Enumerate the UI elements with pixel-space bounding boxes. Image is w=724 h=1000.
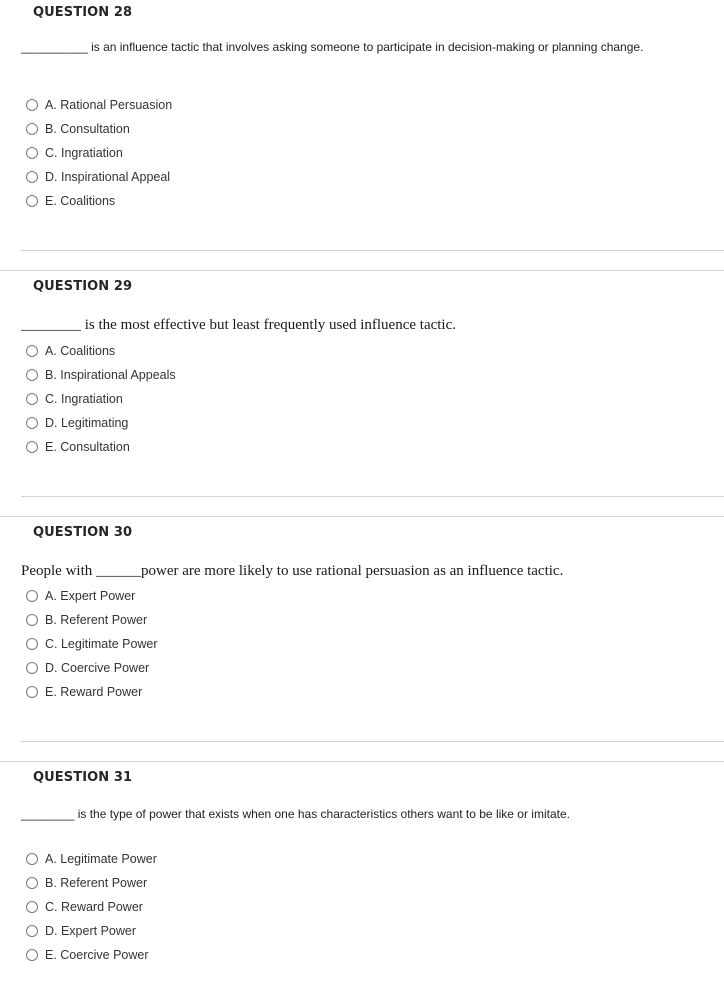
question-29-option-c[interactable]: C. Ingratiation	[26, 391, 123, 407]
question-30-option-d[interactable]: D. Coercive Power	[26, 660, 149, 676]
question-28-option-d[interactable]: D. Inspirational Appeal	[26, 169, 170, 185]
radio-button-icon[interactable]	[26, 123, 38, 135]
question-30-stem	[21, 564, 701, 579]
divider	[21, 250, 724, 251]
radio-button-icon[interactable]	[26, 686, 38, 698]
question-31-option-d[interactable]: D. Expert Power	[26, 923, 136, 939]
question-31-title: QUESTION 31	[33, 770, 133, 785]
radio-button-icon[interactable]	[26, 901, 38, 913]
question-30-stem-text: power are more likely to use rational persuasion as an influence tactic.	[141, 563, 564, 579]
question-29-option-a[interactable]: A. Coalitions	[26, 343, 115, 359]
question-30-option-a[interactable]: A. Expert Power	[26, 588, 135, 604]
divider	[0, 516, 724, 517]
question-28-option-a[interactable]: A. Rational Persuasion	[26, 97, 172, 113]
question-28-blank: __________	[21, 40, 88, 54]
radio-button-icon[interactable]	[26, 369, 38, 381]
radio-button-icon[interactable]	[26, 99, 38, 111]
question-29-option-e[interactable]: E. Consultation	[26, 439, 130, 455]
question-29-title: QUESTION 29	[33, 279, 133, 294]
question-30-option-c[interactable]: C. Legitimate Power	[26, 636, 158, 652]
divider	[0, 270, 724, 271]
question-28-option-e[interactable]: E. Coalitions	[26, 193, 115, 209]
radio-button-icon[interactable]	[26, 925, 38, 937]
question-31-stem	[21, 807, 701, 822]
radio-button-icon[interactable]	[26, 949, 38, 961]
question-30-title: QUESTION 30	[33, 525, 133, 540]
question-30-option-b[interactable]: B. Referent Power	[26, 612, 147, 628]
radio-button-icon[interactable]	[26, 853, 38, 865]
question-30-option-e[interactable]: E. Reward Power	[26, 684, 142, 700]
radio-button-icon[interactable]	[26, 417, 38, 429]
question-28-stem	[21, 40, 701, 55]
question-29-stem-text: is the most effective but least frequently used influence tactic.	[81, 317, 457, 333]
radio-button-icon[interactable]	[26, 393, 38, 405]
radio-button-icon[interactable]	[26, 614, 38, 626]
question-30-stem-pre: People with	[21, 563, 96, 579]
radio-button-icon[interactable]	[26, 590, 38, 602]
question-31-blank: ________	[21, 807, 75, 821]
question-31-option-e[interactable]: E. Coercive Power	[26, 947, 149, 963]
question-29-stem	[21, 318, 701, 333]
radio-button-icon[interactable]	[26, 195, 38, 207]
radio-button-icon[interactable]	[26, 171, 38, 183]
question-29-option-b[interactable]: B. Inspirational Appeals	[26, 367, 176, 383]
radio-button-icon[interactable]	[26, 345, 38, 357]
question-30-blank: ______	[96, 563, 141, 579]
divider	[0, 761, 724, 762]
radio-button-icon[interactable]	[26, 638, 38, 650]
question-31-option-b[interactable]: B. Referent Power	[26, 875, 147, 891]
question-29-option-d[interactable]: D. Legitimating	[26, 415, 128, 431]
divider	[21, 496, 724, 497]
radio-button-icon[interactable]	[26, 877, 38, 889]
question-31-stem-text: is the type of power that exists when one has characteristics others want to be like or imitate.	[74, 807, 570, 821]
radio-button-icon[interactable]	[26, 662, 38, 674]
question-29-blank: ________	[21, 317, 81, 333]
question-31-option-c[interactable]: C. Reward Power	[26, 899, 143, 915]
question-28-title: QUESTION 28	[33, 5, 133, 20]
question-28-option-b[interactable]: B. Consultation	[26, 121, 130, 137]
radio-button-icon[interactable]	[26, 147, 38, 159]
question-28-stem-text: is an influence tactic that involves asking someone to participate in decision-making or planning change.	[87, 40, 644, 54]
divider	[21, 741, 724, 742]
question-28-option-c[interactable]: C. Ingratiation	[26, 145, 123, 161]
question-31-option-a[interactable]: A. Legitimate Power	[26, 851, 157, 867]
radio-button-icon[interactable]	[26, 441, 38, 453]
